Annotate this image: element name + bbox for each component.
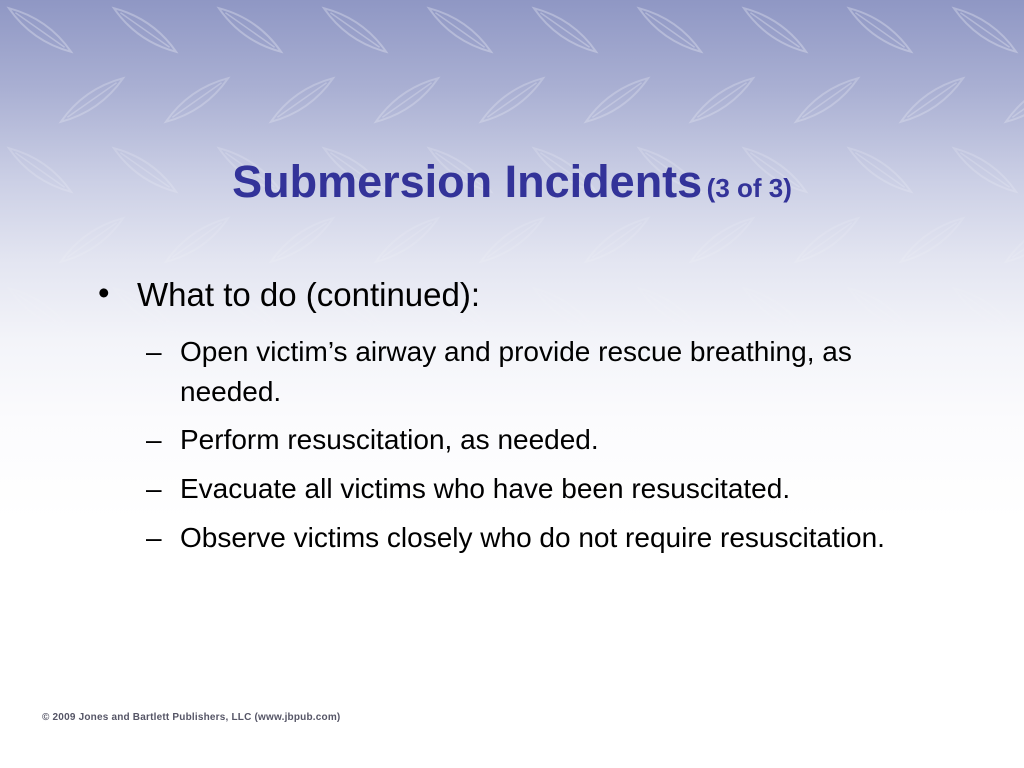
- leaf-shape: [425, 2, 495, 57]
- sub-bullet-text: Open victim’s airway and provide rescue breathing, as needed.: [180, 336, 852, 407]
- leaf-shape: [215, 2, 285, 57]
- sub-bullet-marker: –: [146, 473, 162, 504]
- leaf-shape: [635, 282, 705, 337]
- sub-bullet-text: Observe victims closely who do not require resuscitation.: [180, 522, 885, 553]
- slide-title: [0, 156, 1024, 208]
- leaf-shape: [372, 212, 442, 267]
- sub-bullet-text: Perform resuscitation, as needed.: [180, 424, 599, 455]
- leaf-shape: [162, 212, 232, 267]
- leaf-shape: [5, 282, 75, 337]
- leaf-shape: [792, 72, 862, 127]
- leaf-shape: [740, 282, 810, 337]
- leaf-shape: [110, 2, 180, 57]
- leaf-shape: [845, 282, 915, 337]
- leaf-shape: [687, 72, 757, 127]
- leaf-shape: [530, 282, 600, 337]
- leaf-shape: [1002, 212, 1024, 267]
- bullet-marker: •: [98, 274, 110, 311]
- leaf-shape: [950, 282, 1020, 337]
- leaf-shape: [372, 72, 442, 127]
- leaf-shape: [57, 212, 127, 267]
- leaf-shape: [162, 72, 232, 127]
- leaf-shape: [635, 2, 705, 57]
- leaf-shape: [950, 2, 1020, 57]
- leaf-shape: [5, 2, 75, 57]
- leaf-shape: [740, 2, 810, 57]
- copyright-footer: © 2009 Jones and Bartlett Publishers, LLC (www.jbpub.com): [42, 712, 341, 723]
- slide-title-sub: (3 of 3): [706, 173, 792, 203]
- bullet-text: What to do (continued):: [137, 276, 481, 313]
- leaf-shape: [57, 72, 127, 127]
- leaf-shape: [792, 212, 862, 267]
- sub-bullet-marker: –: [146, 522, 162, 553]
- leaf-shape: [320, 2, 390, 57]
- leaf-shape: [582, 212, 652, 267]
- leaf-shape: [582, 72, 652, 127]
- leaf-shape: [897, 72, 967, 127]
- leaf-shape: [477, 72, 547, 127]
- leaf-shape: [687, 212, 757, 267]
- leaf-shape: [845, 2, 915, 57]
- leaf-shape: [1002, 72, 1024, 127]
- sub-bullet-marker: –: [146, 424, 162, 455]
- leaf-shape: [267, 212, 337, 267]
- leaf-shape: [477, 212, 547, 267]
- leaf-shape: [530, 2, 600, 57]
- leaf-shape: [267, 72, 337, 127]
- sub-bullet-text: Evacuate all victims who have been resuscitated.: [180, 473, 791, 504]
- slide-title-main: Submersion Incidents: [232, 156, 703, 207]
- leaf-shape: [897, 212, 967, 267]
- sub-bullet-marker: –: [146, 336, 162, 367]
